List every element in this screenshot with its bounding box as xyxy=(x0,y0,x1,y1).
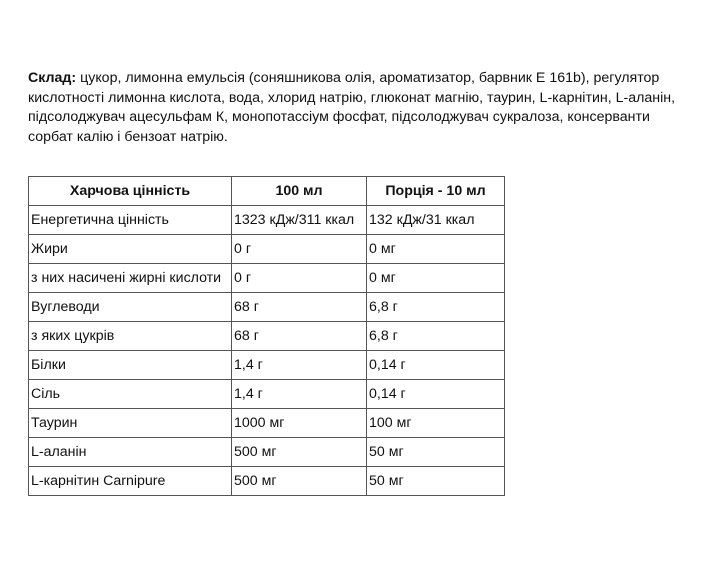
value-per-100ml: 1323 кДж/311 ккал xyxy=(232,206,367,235)
value-per-serving: 6,8 г xyxy=(367,322,505,351)
value-per-100ml: 68 г xyxy=(232,322,367,351)
nutrient-name: з яких цукрів xyxy=(29,322,232,351)
value-per-serving: 0 мг xyxy=(367,264,505,293)
header-per-100ml: 100 мл xyxy=(232,177,367,206)
table-row xyxy=(29,235,505,264)
nutrient-name: Енергетична цінність xyxy=(29,206,232,235)
value-per-100ml: 0 г xyxy=(232,235,367,264)
value-per-serving: 132 кДж/31 ккал xyxy=(367,206,505,235)
header-row xyxy=(29,177,505,206)
ingredients-text: цукор, лимонна емульсія (соняшникова олія, ароматизатор, барвник Е 161b), регулятор кислотності лимонна кислота, вода, хлорид натрію, глюконат магнію, таурин, L-карнітин, L-аланін, підсолоджувач ацесульфам К, монопотассіум фосфат, підсолоджувач сукралоза, консерванти сорбат калію і бензоат натрію. xyxy=(28,70,676,145)
value-per-serving: 0 мг xyxy=(367,235,505,264)
value-per-serving: 6,8 г xyxy=(367,293,505,322)
value-per-100ml: 0 г xyxy=(232,264,367,293)
value-per-100ml: 1,4 г xyxy=(232,380,367,409)
value-per-serving: 0,14 г xyxy=(367,380,505,409)
value-per-100ml: 68 г xyxy=(232,293,367,322)
table-row xyxy=(29,206,505,235)
nutrient-name: з них насичені жирні кислоти xyxy=(29,264,232,293)
nutrient-name: Вуглеводи xyxy=(29,293,232,322)
table-row xyxy=(29,293,505,322)
value-per-100ml: 1,4 г xyxy=(232,351,367,380)
table-row xyxy=(29,322,505,351)
header-nutrition-value: Харчова цінність xyxy=(29,177,232,206)
table-row xyxy=(29,380,505,409)
table-row xyxy=(29,438,505,467)
nutrient-name: Білки xyxy=(29,351,232,380)
ingredients-paragraph xyxy=(28,69,698,147)
nutrient-name: Жири xyxy=(29,235,232,264)
table-row xyxy=(29,264,505,293)
value-per-100ml: 500 мг xyxy=(232,438,367,467)
nutrition-table xyxy=(28,176,505,496)
nutrition-table-body xyxy=(29,206,505,496)
value-per-100ml: 500 мг xyxy=(232,467,367,496)
nutrient-name: Таурин xyxy=(29,409,232,438)
nutrition-table-header xyxy=(29,177,505,206)
table-row xyxy=(29,467,505,496)
ingredients-label: Склад: xyxy=(28,70,77,86)
nutrient-name: L-аланін xyxy=(29,438,232,467)
value-per-serving: 100 мг xyxy=(367,409,505,438)
table-row xyxy=(29,409,505,438)
value-per-100ml: 1000 мг xyxy=(232,409,367,438)
header-per-serving: Порція - 10 мл xyxy=(367,177,505,206)
value-per-serving: 0,14 г xyxy=(367,351,505,380)
nutrient-name: L-карнітин Carnipure xyxy=(29,467,232,496)
value-per-serving: 50 мг xyxy=(367,467,505,496)
value-per-serving: 50 мг xyxy=(367,438,505,467)
table-row xyxy=(29,351,505,380)
nutrient-name: Сіль xyxy=(29,380,232,409)
